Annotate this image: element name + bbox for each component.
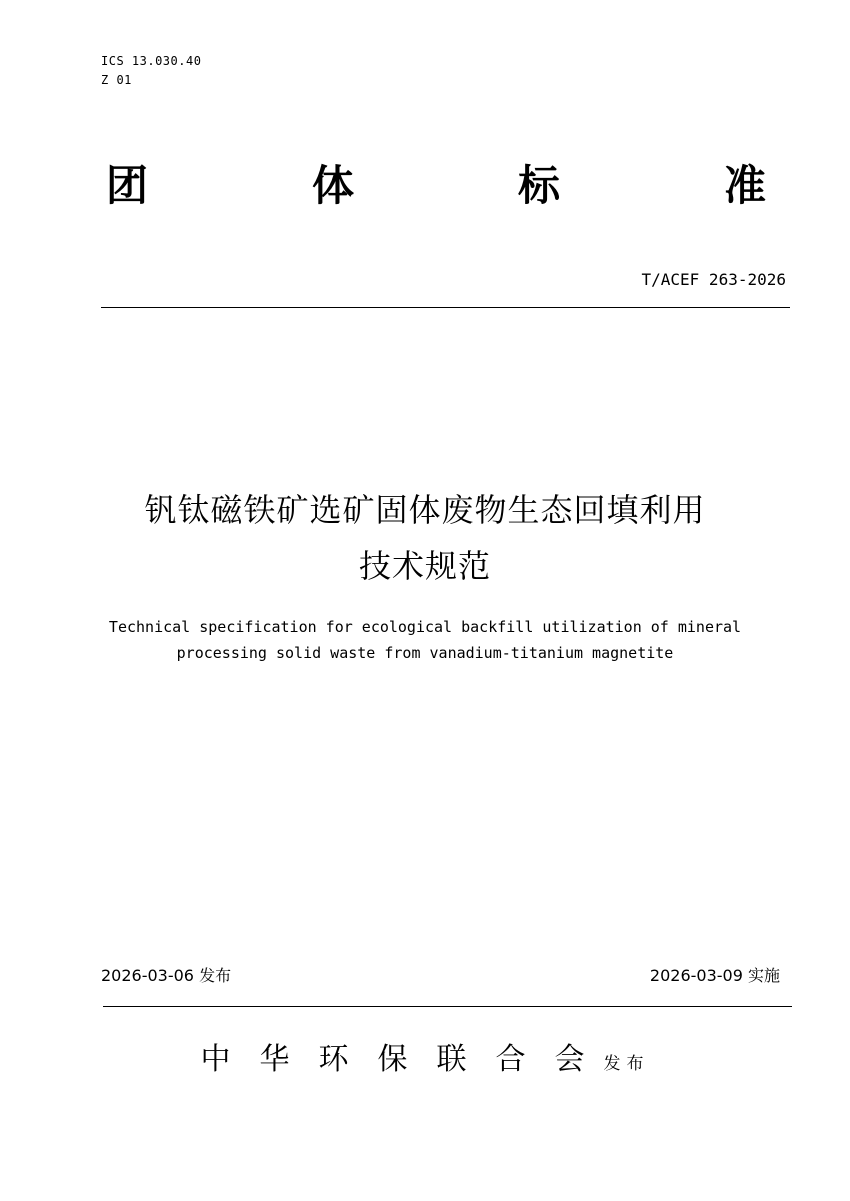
issuer-line: [0, 1040, 850, 1084]
standard-number: T/ACEF 263-2026: [641, 270, 786, 289]
banner-char-biao: 标: [518, 161, 561, 210]
title-chinese-line-2: 技术规范: [358, 547, 491, 585]
issuer-suffix: 发布: [603, 1054, 650, 1074]
title-chinese-line-1: 钒钛磁铁矿选矿固体废物生态回填利用: [144, 491, 706, 529]
implement-date: 2026-03-09 实施: [649, 966, 780, 985]
ccs-code: Z 01: [101, 73, 132, 87]
bottom-divider: [103, 1006, 792, 1007]
top-divider: [101, 307, 790, 308]
ics-code: ICS 13.030.40: [101, 54, 202, 68]
publish-date: 2026-03-06 发布: [101, 966, 232, 985]
title-english-line-2: processing solid waste from vanadium-titanium magnetite: [176, 644, 674, 662]
banner-char-tuan: 团: [106, 161, 149, 210]
issuer-name: 中华环保联合会: [200, 1042, 614, 1077]
title-english-line-1: Technical specification for ecological backfill utilization of mineral: [108, 618, 742, 636]
banner-char-zhun: 准: [724, 161, 767, 210]
banner-char-ti: 体: [312, 161, 355, 210]
